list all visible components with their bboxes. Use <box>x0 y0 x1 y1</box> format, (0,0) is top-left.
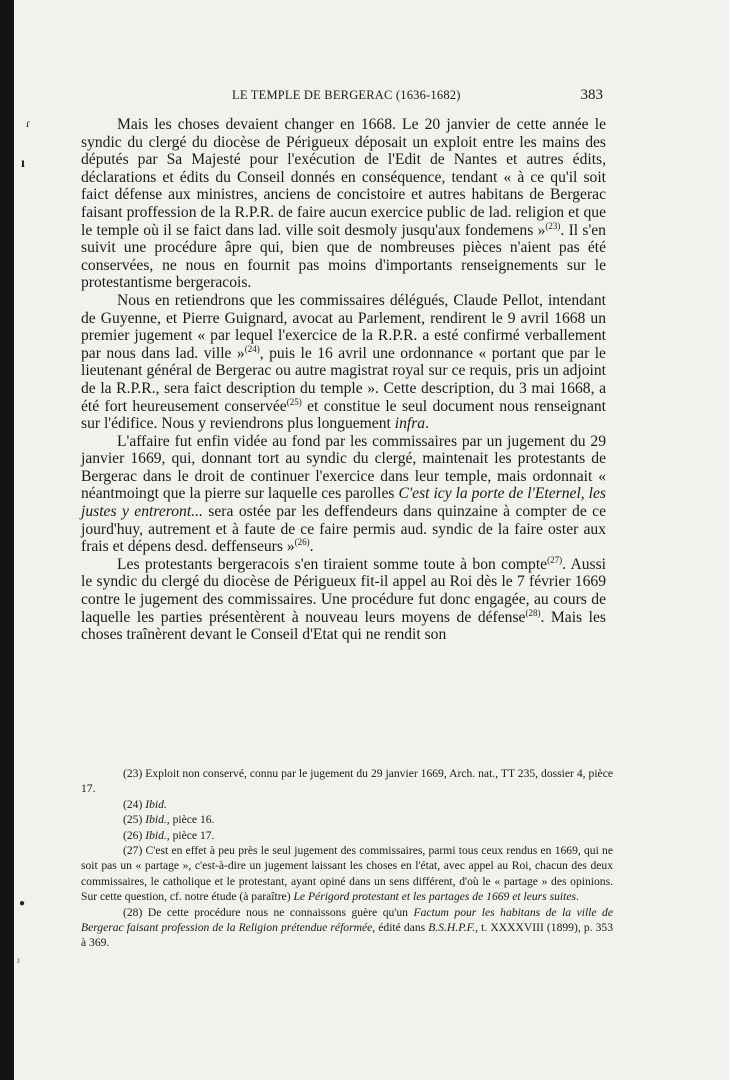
book-page <box>14 0 729 1080</box>
page-number: 383 <box>580 87 603 103</box>
margin-mark: ɾ <box>26 116 30 130</box>
footnote: (28) De cette procédure nous ne connaissons guère qu'un Factum pour les habitans de la ville de Bergerac faisant profession de la Religion prétendue réformée, édité dans B.S.H.P.F., t. XXXXVIII (1899), p. 353 à 369. <box>81 905 614 950</box>
body-text <box>81 116 606 644</box>
footnote-ref: (27) <box>547 554 563 565</box>
footnote-ref: (23) <box>545 220 561 231</box>
paragraph: Mais les choses devaient changer en 1668. Le 20 janvier de cette année le syndic du clergé du diocèse de Périgueux déposait un exploit entre les mains des députés par Sa Majesté pour l'exécution de l'Edit de Nantes et autres édits, déclarations et édits du Conseil donnés en conséquence, tendant « à ce qu'il soit faict défense aux ministres, anciens de concistoire et autres habitans de Bergerac faisant proffession de la R.P.R. de faire aucun exercice public de lad. religion et que le temple où il se faict dans lad. ville soit desmoly jusqu'aux fondemens »$^{(23)}$. Il s'en suivit une procédure âpre qui, bien que de nombreuses pièces n'aient pas été conservées, ne nous en fournit pas moins d'importants renseignements sur le protestantisme bergeracois. <box>81 116 606 292</box>
margin-mark: ● <box>19 898 26 909</box>
footnote-ref: (24) <box>244 343 260 354</box>
footnote: (26) Ibid., pièce 17. <box>123 828 215 842</box>
footnote: (24) Ibid. <box>123 797 167 811</box>
footnote-ref: (26) <box>294 537 310 548</box>
paragraph: L'affaire fut enfin vidée au fond par les commissaires par un jugement du 29 janvier 1669, qui, donnant tort au syndic du clergé, maintenait les protestants de Bergerac dans le droit de continuer l'exercice dans leur temple, mais ordonnait « néantmoingt que la pierre sur laquelle ces parolles C'est icy la porte de l'Eternel, les justes y entreront... sera ostée par les deffendeurs dans quinzaine à compter de ce jourd'huy, autrement et à faute de ce faire permis aud. syndic de la faire oster aux frais et dépens desd. deffenseurs »$^{(26)}$. <box>81 432 607 556</box>
margin-mark: ˀ <box>17 958 20 969</box>
paragraph: Les protestants bergeracois s'en tiraient somme toute à bon compte$^{(27)}$. Aussi le syndic du clergé du diocèse de Périgueux fit-il appel au Roi dès le 7 février 1669 contre le jugement des commissaires. Une procédure fut donc engagée, au cours de laquelle les parties présentèrent à nouveau leurs moyens de défense$^{(28)}$. Mais les choses traînèrent devant le Conseil d'Etat qui ne rendit son <box>81 554 607 644</box>
footnote: (23) Exploit non conservé, connu par le jugement du 29 janvier 1669, Arch. nat., TT 235, dossier 4, pièce 17. <box>81 767 613 796</box>
footnote-ref: (28) <box>525 607 541 618</box>
footnote-ref: (25) <box>286 396 302 407</box>
paragraph: Nous en retiendrons que les commissaires délégués, Claude Pellot, intendant de Guyenne, et Pierre Guignard, avocat au Parlement, rendirent le 9 avril 1668 un premier jugement « par lequel l'exercice de la R.P.R. a esté confirmé verballement par nous dans lad. ville »$^{(24)}$, puis le 16 avril une ordonnance « portant que par le lieutenant général de Bergerac ou autre magistrat royal sur ce requis, pris un adjoint de la R.P.R., sera faict description du temple ». Cette description, du 3 mai 1668, a été fort heureusement conservée$^{(25)}$ et constitue le seul document nous renseignant sur l'édifice. Nous y reviendrons plus longuement infra. <box>81 291 606 433</box>
page-header <box>14 88 729 108</box>
running-title: LE TEMPLE DE BERGERAC (1636-1682) <box>232 88 461 102</box>
margin-mark: ı <box>21 156 25 171</box>
scan-left-edge <box>0 0 14 1080</box>
footnotes <box>81 766 613 951</box>
footnote: (27) C'est en effet à peu près le seul jugement des commissaires, parmi tous ceux rendus en 1669, qui ne soit pas un « partage », c'est-à-dire un jugement laissant les choses en l'état, avec appel au Roi, chacun des deux commissaires, le catholique et le protestant, ayant opiné dans un sens différent, d'où le « partage » des opinions. Sur cette question, cf. notre étude (à paraître) Le Périgord protestant et les partages de 1669 et leurs suites. <box>81 844 613 904</box>
footnote: (25) Ibid., pièce 16. <box>123 813 215 827</box>
